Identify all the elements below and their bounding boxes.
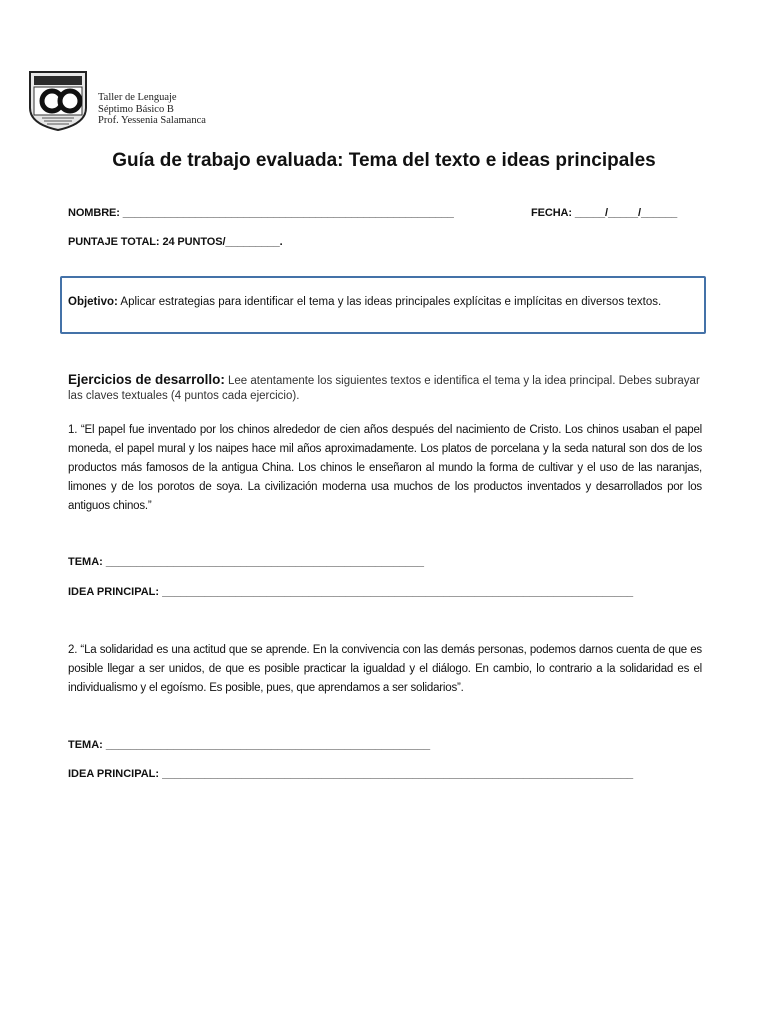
nombre-field[interactable]: NOMBRE: _______________________________________________________ [68, 207, 454, 219]
puntaje-field[interactable]: PUNTAJE TOTAL: 24 PUNTOS/_________. [68, 236, 283, 248]
school-info [98, 92, 206, 127]
objective-box [60, 276, 706, 334]
exercise-2-idea[interactable]: IDEA PRINCIPAL: _____________________________________________________________________________ [68, 768, 634, 780]
instructions [68, 372, 708, 404]
subject-line: Taller de Lenguaje [98, 92, 177, 103]
exercise-1-idea[interactable]: IDEA PRINCIPAL: _____________________________________________________________________________ [68, 586, 634, 598]
school-logo [26, 68, 90, 132]
objective-body: Aplicar estrategias para identificar el tema y las ideas principales explícitas e implícitas en diversos textos. [120, 296, 662, 308]
instructions-lead: Ejercicios de desarrollo: [68, 372, 225, 387]
objective-text [68, 292, 698, 312]
document-title: Guía de trabajo evaluada: Tema del texto e ideas principales [112, 150, 656, 171]
objective-label: Objetivo: [68, 296, 118, 308]
class-line: Séptimo Básico B [98, 103, 174, 115]
exercise-2-text: 2. “La solidaridad es una actitud que se aprende. En la convivencia con las demás personas, podemos darnos cuenta de que es posible llegar a ser unidos, de que es posible practicar la igualdad y el diálogo. En cambio, lo contrario a la solidaridad es el individualismo y el egoísmo. Es posible, pues, que aprendamos a ser solidarios”. [68, 644, 702, 694]
teacher-line: Prof. Yessenia Salamanca [98, 115, 206, 126]
instructions-text: Lee atentamente los siguientes textos e identifica el tema y la idea principal. Debes subrayar las claves textuales (4 puntos cada ejercicio). [68, 375, 700, 402]
exercise-1-tema[interactable]: TEMA: ____________________________________________________ [68, 556, 425, 568]
exercise-2-tema[interactable]: TEMA: _____________________________________________________ [68, 739, 431, 751]
fecha-field[interactable]: FECHA: _____/_____/______ [531, 207, 678, 219]
exercise-1-text: 1. “El papel fue inventado por los chinos alrededor de cien años después del nacimiento de Cristo. Los chinos usaban el papel moneda, el papel mural y los naipes hace mil años aproximadamente. Los platos de porcelana y la seda natural son dos de los productos más famosos de la antigua China. Los chinos le enseñaron al mundo la forma de cultivar y el uso de las naranjas, limones y de los porotos de soya. La civilización moderna usa muchos de los productos inventados y desarrollados por los antiguos chinos.” [68, 424, 702, 512]
